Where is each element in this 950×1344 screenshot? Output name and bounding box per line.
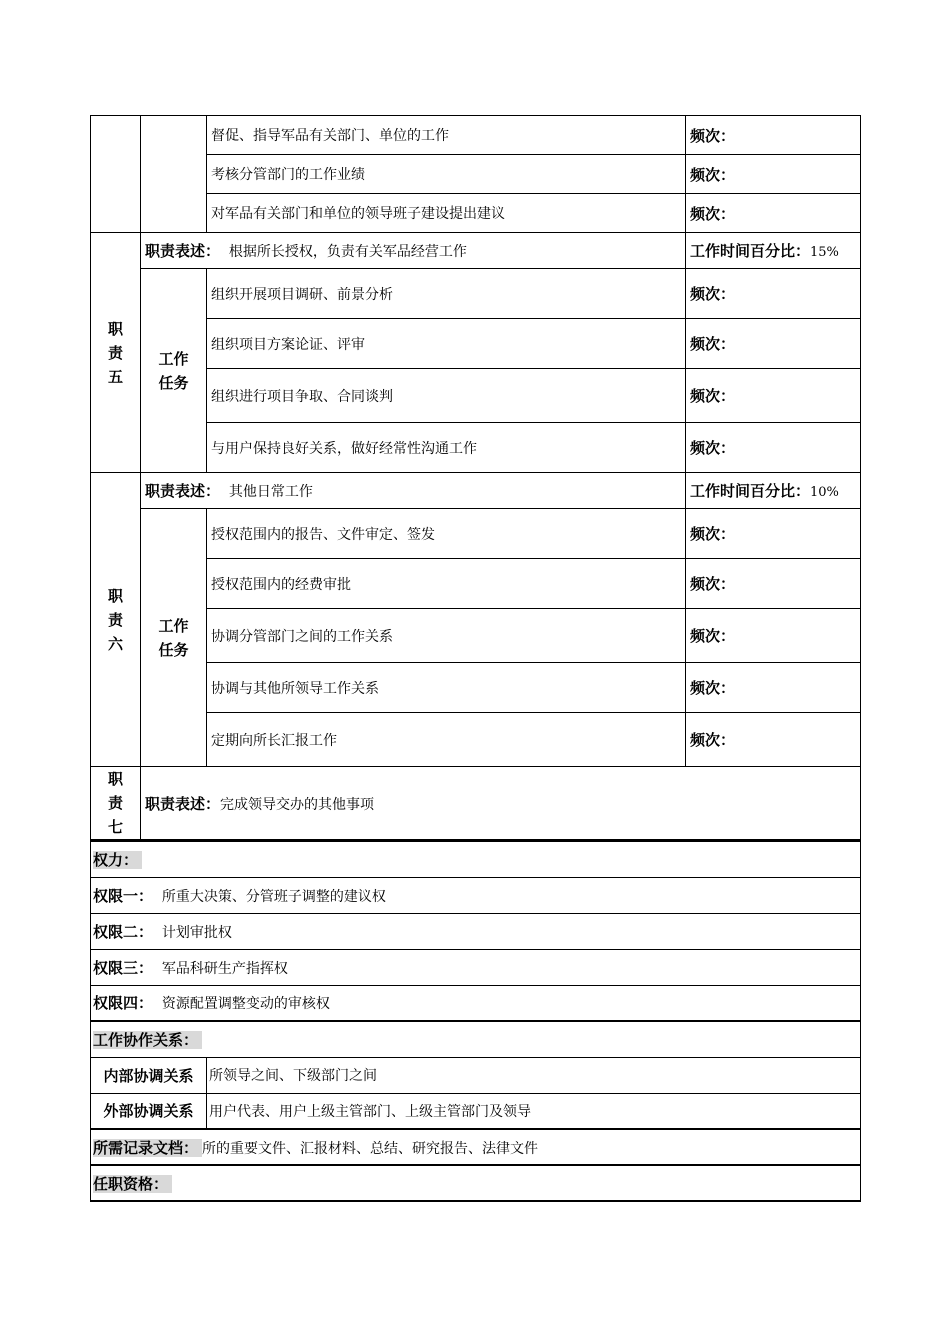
- cooperation-title: 工作协作关系：: [93, 1031, 202, 1049]
- task-label: 工作 任务: [141, 269, 207, 473]
- authority-row: [91, 985, 861, 1021]
- duty-five-label: 职 责 五: [91, 233, 141, 473]
- duty-seven-label: 职 责 七: [91, 767, 141, 840]
- time-percent: 工作时间百分比：15%: [686, 233, 861, 269]
- task-row: [91, 116, 861, 155]
- frequency-label: 频次：: [686, 269, 861, 319]
- description-text: 根据所长授权，负责有关军品经营工作: [228, 244, 467, 260]
- task-row: [91, 609, 861, 663]
- duty-description: [141, 767, 861, 840]
- task-text: 协调分管部门之间的工作关系: [207, 609, 686, 663]
- duty-description: [141, 233, 686, 269]
- cooperation-title-row: [91, 1021, 861, 1057]
- task-row: [91, 713, 861, 767]
- external-coordination-row: [91, 1093, 861, 1129]
- duty-label-cell: [91, 116, 141, 233]
- external-coordination-label: 外部协调关系: [91, 1093, 207, 1129]
- task-text: 考核分管部门的工作业绩: [207, 155, 686, 194]
- authority-text: 所重大决策、分管班子调整的建议权: [161, 888, 386, 905]
- cooperation-title-cell: [91, 1021, 861, 1057]
- description-label: 职责表述：: [145, 794, 221, 813]
- task-row: [91, 369, 861, 423]
- authority-title-row: [91, 841, 861, 877]
- task-row: [91, 319, 861, 369]
- task-row: [91, 663, 861, 713]
- qualification-label: 任职资格：: [93, 1175, 172, 1193]
- qualification-cell: [91, 1165, 861, 1201]
- authority-item: [91, 877, 861, 913]
- task-row: [91, 194, 861, 233]
- task-text: 协调与其他所领导工作关系: [207, 663, 686, 713]
- external-coordination-text: 用户代表、用户上级主管部门、上级主管部门及领导: [207, 1093, 861, 1129]
- task-text: 组织进行项目争取、合同谈判: [207, 369, 686, 423]
- description-label: 职责表述：: [145, 242, 221, 260]
- task-row: [91, 423, 861, 473]
- authority-label: 权限一：: [93, 886, 154, 905]
- task-text: 与用户保持良好关系，做好经常性沟通工作: [207, 423, 686, 473]
- internal-coordination-text: 所领导之间、下级部门之间: [207, 1057, 861, 1093]
- authority-row: [91, 913, 861, 949]
- authority-text: 军品科研生产指挥权: [161, 960, 288, 977]
- frequency-label: 频次：: [686, 559, 861, 609]
- internal-coordination-row: [91, 1057, 861, 1093]
- task-text: 定期向所长汇报工作: [207, 713, 686, 767]
- authority-item: [91, 949, 861, 985]
- authority-title-cell: [91, 841, 861, 877]
- records-label: 所需记录文档：: [93, 1139, 202, 1157]
- authority-table: [90, 840, 861, 1202]
- authority-label: 权限二：: [93, 922, 154, 941]
- job-description-page: [90, 115, 860, 1202]
- records-text: 所的重要文件、汇报材料、总结、研究报告、法律文件: [202, 1140, 539, 1157]
- frequency-label: 频次：: [686, 369, 861, 423]
- frequency-label: 频次：: [686, 663, 861, 713]
- authority-row: [91, 949, 861, 985]
- duty-description-row: [91, 233, 861, 269]
- duty-six-label: 职 责 六: [91, 473, 141, 767]
- task-row: [91, 559, 861, 609]
- frequency-label: 频次：: [686, 509, 861, 559]
- frequency-label: 频次：: [686, 713, 861, 767]
- task-text: 对军品有关部门和单位的领导班子建设提出建议: [207, 194, 686, 233]
- records-row: [91, 1129, 861, 1165]
- authority-label: 权限四：: [93, 994, 154, 1013]
- frequency-label: 频次：: [686, 116, 861, 155]
- authority-text: 资源配置调整变动的审核权: [161, 996, 330, 1013]
- task-text: 授权范围内的经费审批: [207, 559, 686, 609]
- task-row: [91, 155, 861, 194]
- task-text: 组织开展项目调研、前景分析: [207, 269, 686, 319]
- frequency-label: 频次：: [686, 609, 861, 663]
- task-row: [91, 509, 861, 559]
- authority-row: [91, 877, 861, 913]
- qualification-row: [91, 1165, 861, 1201]
- authority-text: 计划审批权: [161, 924, 232, 941]
- duty-description: [141, 473, 686, 509]
- frequency-label: 频次：: [686, 155, 861, 194]
- task-label-cell: [141, 116, 207, 233]
- authority-item: [91, 985, 861, 1021]
- frequency-label: 频次：: [686, 319, 861, 369]
- authority-label: 权限三：: [93, 958, 154, 977]
- task-text: 督促、指导军品有关部门、单位的工作: [207, 116, 686, 155]
- internal-coordination-label: 内部协调关系: [91, 1057, 207, 1093]
- authority-item: [91, 913, 861, 949]
- records-cell: [91, 1129, 861, 1165]
- authority-title: 权力：: [93, 851, 142, 869]
- description-text: 其他日常工作: [228, 484, 313, 500]
- duties-table: [90, 115, 861, 840]
- task-text: 授权范围内的报告、文件审定、签发: [207, 509, 686, 559]
- duty-description-row: [91, 473, 861, 509]
- task-text: 组织项目方案论证、评审: [207, 319, 686, 369]
- time-percent: 工作时间百分比：10%: [686, 473, 861, 509]
- frequency-label: 频次：: [686, 423, 861, 473]
- task-label: 工作 任务: [141, 509, 207, 767]
- task-row: [91, 269, 861, 319]
- duty-description-row: [91, 767, 861, 840]
- frequency-label: 频次：: [686, 194, 861, 233]
- description-text: 完成领导交办的其他事项: [220, 796, 375, 813]
- description-label: 职责表述：: [145, 482, 221, 500]
